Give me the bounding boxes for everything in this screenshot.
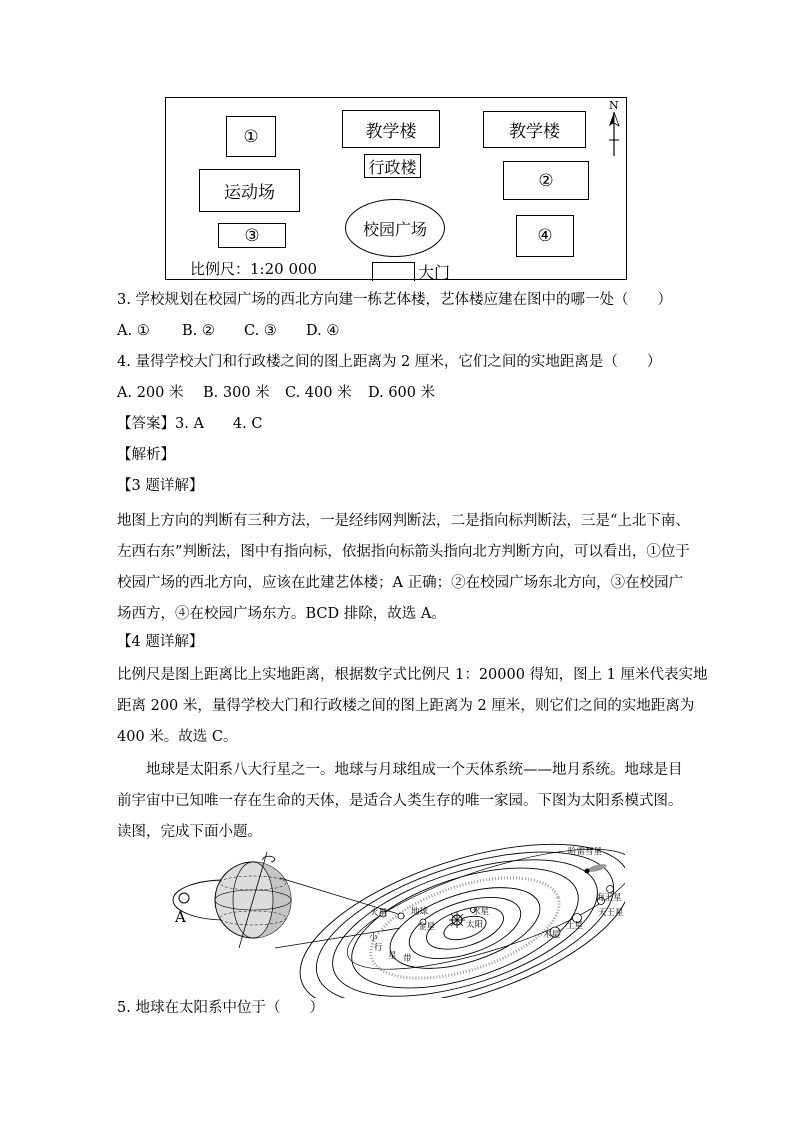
label-earth: 地球 [411,907,429,917]
detail-4-body [117,660,708,753]
map-site-1: ① [226,116,276,157]
question-3-option-a: A. ① [117,323,150,339]
label-mercury: 水星 [472,907,490,917]
map-site-4: ④ [516,215,574,257]
detail-3-line: 场西方，④在校园广场东方。BCD 排除，故选 A。 [117,606,446,622]
map-site-3: ③ [218,223,286,248]
detail-4-line: 400 米。故选 C。 [117,729,238,745]
label-asteroid-dai: 带 [403,954,412,964]
map-admin-building: 行政楼 [364,154,421,178]
detail-3-heading: 【3 题详解】 [117,478,204,494]
detail-4-line: 比例尺是图上距离比上实地距离，根据数字式比例尺 1：20000 得知，图上 1 厘米代表实地 [117,667,708,683]
detail-3-line: 地图上方向的判断有三种方法，一是经纬网判断法，二是指向标判断法，三是“上北下南、 [117,513,690,529]
question-3-option-d: D. ④ [306,323,340,339]
detail-4-heading: 【4 题详解】 [117,634,204,650]
detail-3-body [117,506,690,630]
question-3-option-b: B. ② [182,323,215,339]
label-sun: 太阳 [466,920,484,930]
detail-3-line: 校园广场的西北方向，应该在此建艺体楼；A 正确；②在校园广场东北方向，③在校园广 [117,575,684,591]
intro-line: 地球是太阳系八大行星之一。地球与月球组成一个天体系统——地月系统。地球是目 [117,762,683,778]
map-campus-plaza: 校园广场 [345,199,445,257]
question-5-stem: 5. 地球在太阳系中位于（ ） [117,1000,324,1016]
detail-3-line: 左西右东”判断法，图中有指向标，依据指向标箭头指向北方判断方向，可以看出，①位于 [117,544,690,560]
intro-line: 前宇宙中已知唯一存在生命的天体，是适合人类生存的唯一家园。下图为太阳系模式图。 [117,793,683,809]
map-teaching-building-2: 教学楼 [483,111,586,148]
label-jupiter: 木星 [543,930,561,940]
map-site-2: ② [503,161,589,200]
question-4-option-c: C. 400 米 [285,385,352,401]
detail-4-line: 距离 200 米，量得学校大门和行政楼之间的图上距离为 2 厘米，则它们之间的实地距离为 [117,698,695,714]
answer-line: 【答案】3. A 4. C [117,416,263,432]
label-mars: 火星 [370,908,388,918]
label-asteroid-xing2: 行 [374,943,383,953]
question-4-option-a: A. 200 米 [117,385,184,401]
map-gate-label: 大门 [418,263,451,282]
map-gate-box [372,262,415,281]
point-a-marker [179,893,189,903]
label-venus: 金星 [418,922,436,932]
label-uranus: 天王星 [598,908,624,918]
label-saturn: 土星 [566,921,584,931]
map-scale: 比例尺：1:20 000 [190,260,318,278]
question-3-stem: 3. 学校规划在校园广场的西北方向建一栋艺体楼，艺体楼应建在图中的哪一处（ ） [117,292,672,308]
label-asteroid-xiao: 小 [369,933,378,943]
north-arrow-icon [606,110,622,158]
question-3-option-c: C. ③ [244,323,277,339]
map-sports-field: 运动场 [199,169,300,212]
solar-system-diagram [165,838,625,998]
map-teaching-building-1: 教学楼 [342,110,440,148]
north-label: N [609,99,619,112]
question-4-option-b: B. 300 米 [203,385,270,401]
intro-paragraph [117,755,683,848]
analysis-heading: 【解析】 [117,447,175,463]
point-a-label: A [175,908,186,926]
label-asteroid-xing: 星 [388,951,397,961]
label-neptune: 海王星 [596,893,622,903]
intro-line: 读图，完成下面小题。 [117,824,262,840]
label-halley: 哈雷彗星 [568,847,603,857]
question-4-option-d: D. 600 米 [368,385,436,401]
question-4-stem: 4. 量得学校大门和行政楼之间的图上距离为 2 厘米，它们之间的实地距离是（ ） [117,354,662,370]
